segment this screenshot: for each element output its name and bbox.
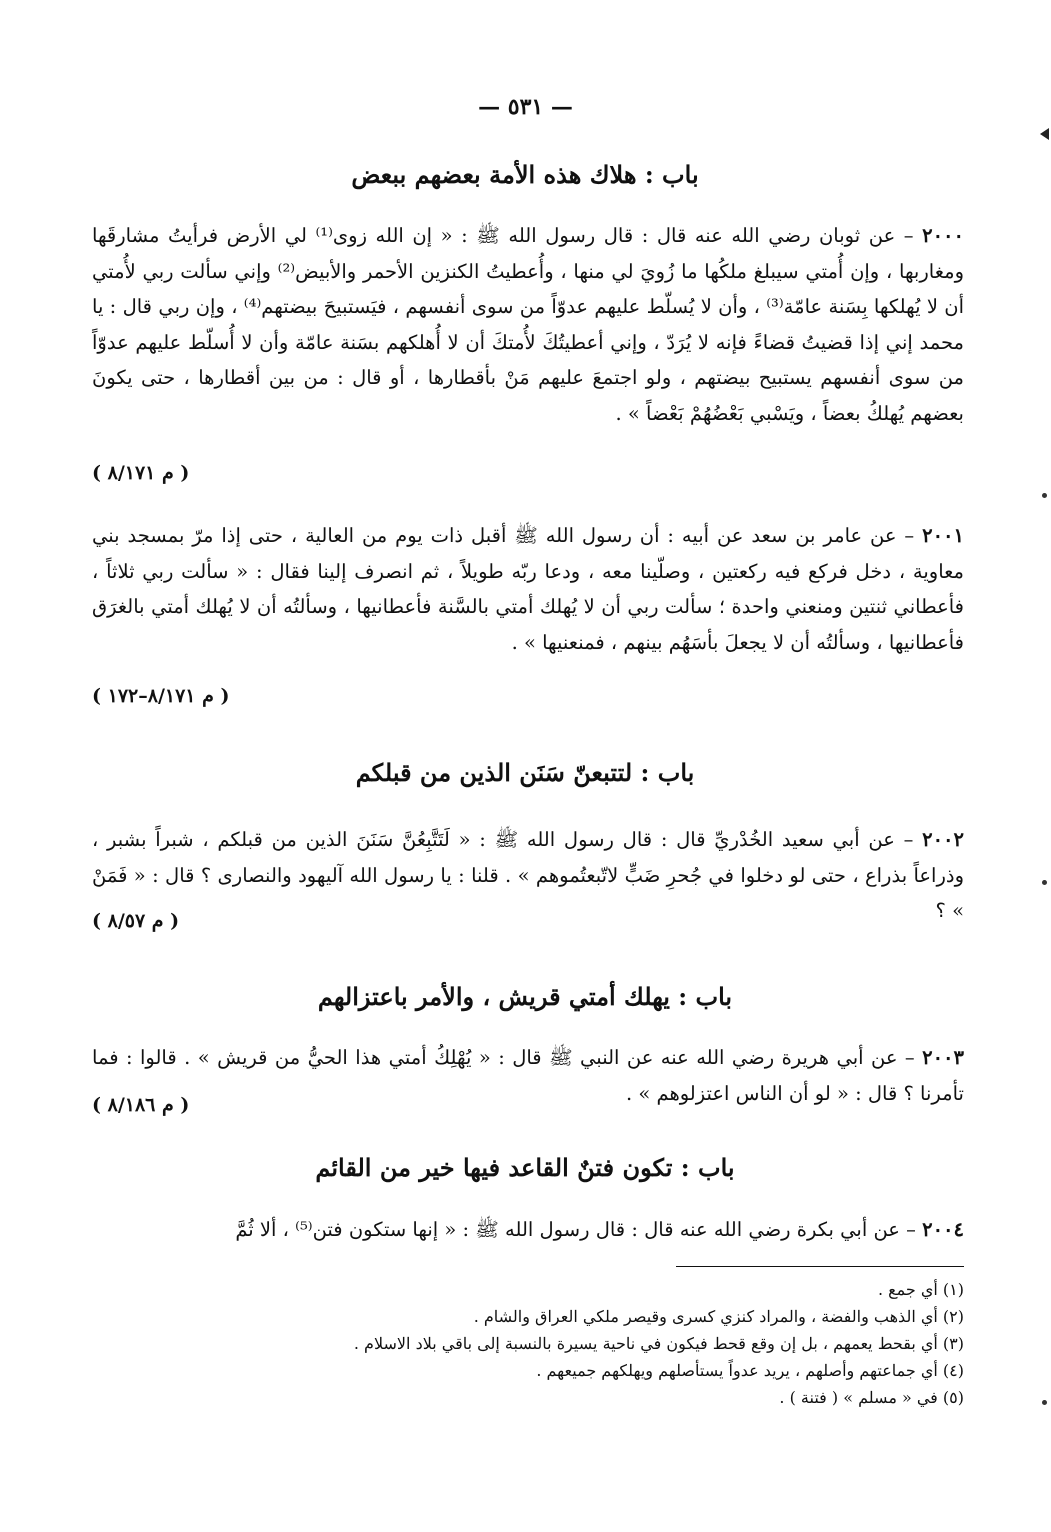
margin-dot-icon	[1042, 1400, 1047, 1405]
hadith-2001	[92, 518, 964, 660]
margin-dot-icon	[1042, 880, 1047, 885]
hadith-reference: ( م ٨/١٧١–١٧٢ )	[92, 685, 230, 707]
footnote-2: (٢) أي الذهب والفضة ، والمراد كنزي كسرى وقيصر ملكي العراق والشام .	[473, 1307, 964, 1326]
hadith-reference: ( م ٨/٥٧ )	[92, 910, 180, 932]
hadith-2002	[92, 822, 964, 929]
chapter-heading-4: باب : تكون فتنٌ القاعد فيها خير من القائم	[315, 1153, 735, 1182]
hadith-2000	[92, 218, 964, 431]
hadith-number: ٢٠٠٠	[922, 224, 964, 247]
footnote-4: (٤) أي جماعتهم وأصلهم ، يريد عدواً يستأصلهم ويهلكهم جميعهم .	[536, 1361, 964, 1380]
footnote-1: (١) أي جمع .	[877, 1280, 964, 1299]
hadith-reference: ( م ٨/١٨٦ )	[92, 1094, 190, 1116]
hadith-text: – عن أبي بكرة رضي الله عنه قال : قال رسول الله ﷺ : « إنها ستكون فتن⁽⁵⁾ ، ألا ثُمَّ	[235, 1218, 916, 1241]
hadith-text: – عن ثوبان رضي الله عنه قال : قال رسول الله ﷺ : « إن الله زوى⁽¹⁾ لي الأرض فرأيتُ مشارقَها ومغاربها ، وإن أُمتي سيبلغ ملكُها ما زُويَ لي منها ، وأُعطيتُ الكنزين الأحمر والأبيض⁽²⁾ وإني سألت ربي لأُمتي أن لا يُهلكها بِسَنة عامّة⁽³⁾ ، وأن لا يُسلّط عليهم عدوّاً من سوى أنفسهم ، فيَستبيحَ بيضتهم⁽⁴⁾ ، وإن ربي قال : يا محمد إني إذا قضيتُ قضاءً فإنه لا يُرَدّ ، وإني أعطيتُكَ لأُمتكَ أن لا أُهلكهم بسَنة عامّة وأن لا أُسلّط عليهم عدوّاً من سوى أنفسهم يستبيح بيضتهم ، ولو اجتمعَ عليهم مَنْ بأقطارها ، أو قال : من بين أقطارها ، حتى يكونَ بعضهم يُهلكُ بعضاً ، ويَسْبي بَعْضُهُمْ بَعْضاً » .	[92, 224, 964, 425]
footnote-divider	[676, 1266, 964, 1267]
hadith-number: ٢٠٠٣	[922, 1046, 964, 1069]
hadith-text: – عن أبي سعيد الخُدْريِّ قال : قال رسول الله ﷺ : « لَتَتَّبِعُنَّ سَنَنَ الذين من قبلكم ، شبراً بشبر ، وذراعاً بذراع ، حتى لو دخلوا في جُحرِ ضَبٍّ لاتّبعتُموهم » . قلنا : يا رسول الله آليهود والنصارى ؟ قال : « فَمَنْ » ؟	[92, 828, 964, 922]
hadith-number: ٢٠٠١	[922, 524, 964, 547]
chapter-heading-3: باب : يهلك أمتي قريش ، والأمر باعتزالهم	[317, 982, 733, 1011]
hadith-2003	[92, 1040, 964, 1111]
hadith-2004	[92, 1212, 964, 1248]
footnote-5: (٥) في « مسلم » ( فتنة ) .	[779, 1388, 964, 1407]
hadith-number: ٢٠٠٤	[922, 1218, 964, 1241]
page-number: — ٥٣١ —	[478, 94, 573, 120]
footnotes	[92, 1276, 964, 1411]
margin-arrow-icon	[1040, 128, 1049, 140]
chapter-heading-2: باب : لتتبعنّ سَنَن الذين من قبلكم	[355, 758, 695, 787]
footnote-3: (٣) أي بقحط يعمهم ، بل إن وقع قحط فيكون في ناحية يسيرة بالنسبة إلى باقي بلاد الاسلام .	[353, 1334, 964, 1353]
hadith-text: – عن عامر بن سعد عن أبيه : أن رسول الله ﷺ أقبل ذات يوم من العالية ، حتى إذا مرّ بمسجد بني معاوية ، دخل فركع فيه ركعتين ، وصلّينا معه ، ودعا ربّه طويلاً ، ثم انصرف إلينا فقال : « سألت ربي ثلاثاً ، فأعطاني ثنتين ومنعني واحدة ؛ سألت ربي أن لا يُهلك أمتي بالسَّنة فأعطانيها ، وسألتُه أن لا يُهلك أمتي بالغرَق فأعطانيها ، وسألتُه أن لا يجعلَ بأسَهُم بينهم ، فمنعنيها » .	[92, 524, 964, 654]
hadith-reference: ( م ٨/١٧١ )	[92, 462, 190, 484]
hadith-text: – عن أبي هريرة رضي الله عنه عن النبي ﷺ قال : « يُهْلِكُ أمتي هذا الحيُّ من قريش » . قالوا : فما تأمرنا ؟ قال : « لو أن الناس اعتزلوهم » .	[92, 1046, 964, 1105]
chapter-heading-1: باب : هلاك هذه الأمة بعضهم ببعض	[351, 160, 699, 189]
margin-dot-icon	[1042, 493, 1047, 498]
hadith-number: ٢٠٠٢	[922, 828, 964, 851]
